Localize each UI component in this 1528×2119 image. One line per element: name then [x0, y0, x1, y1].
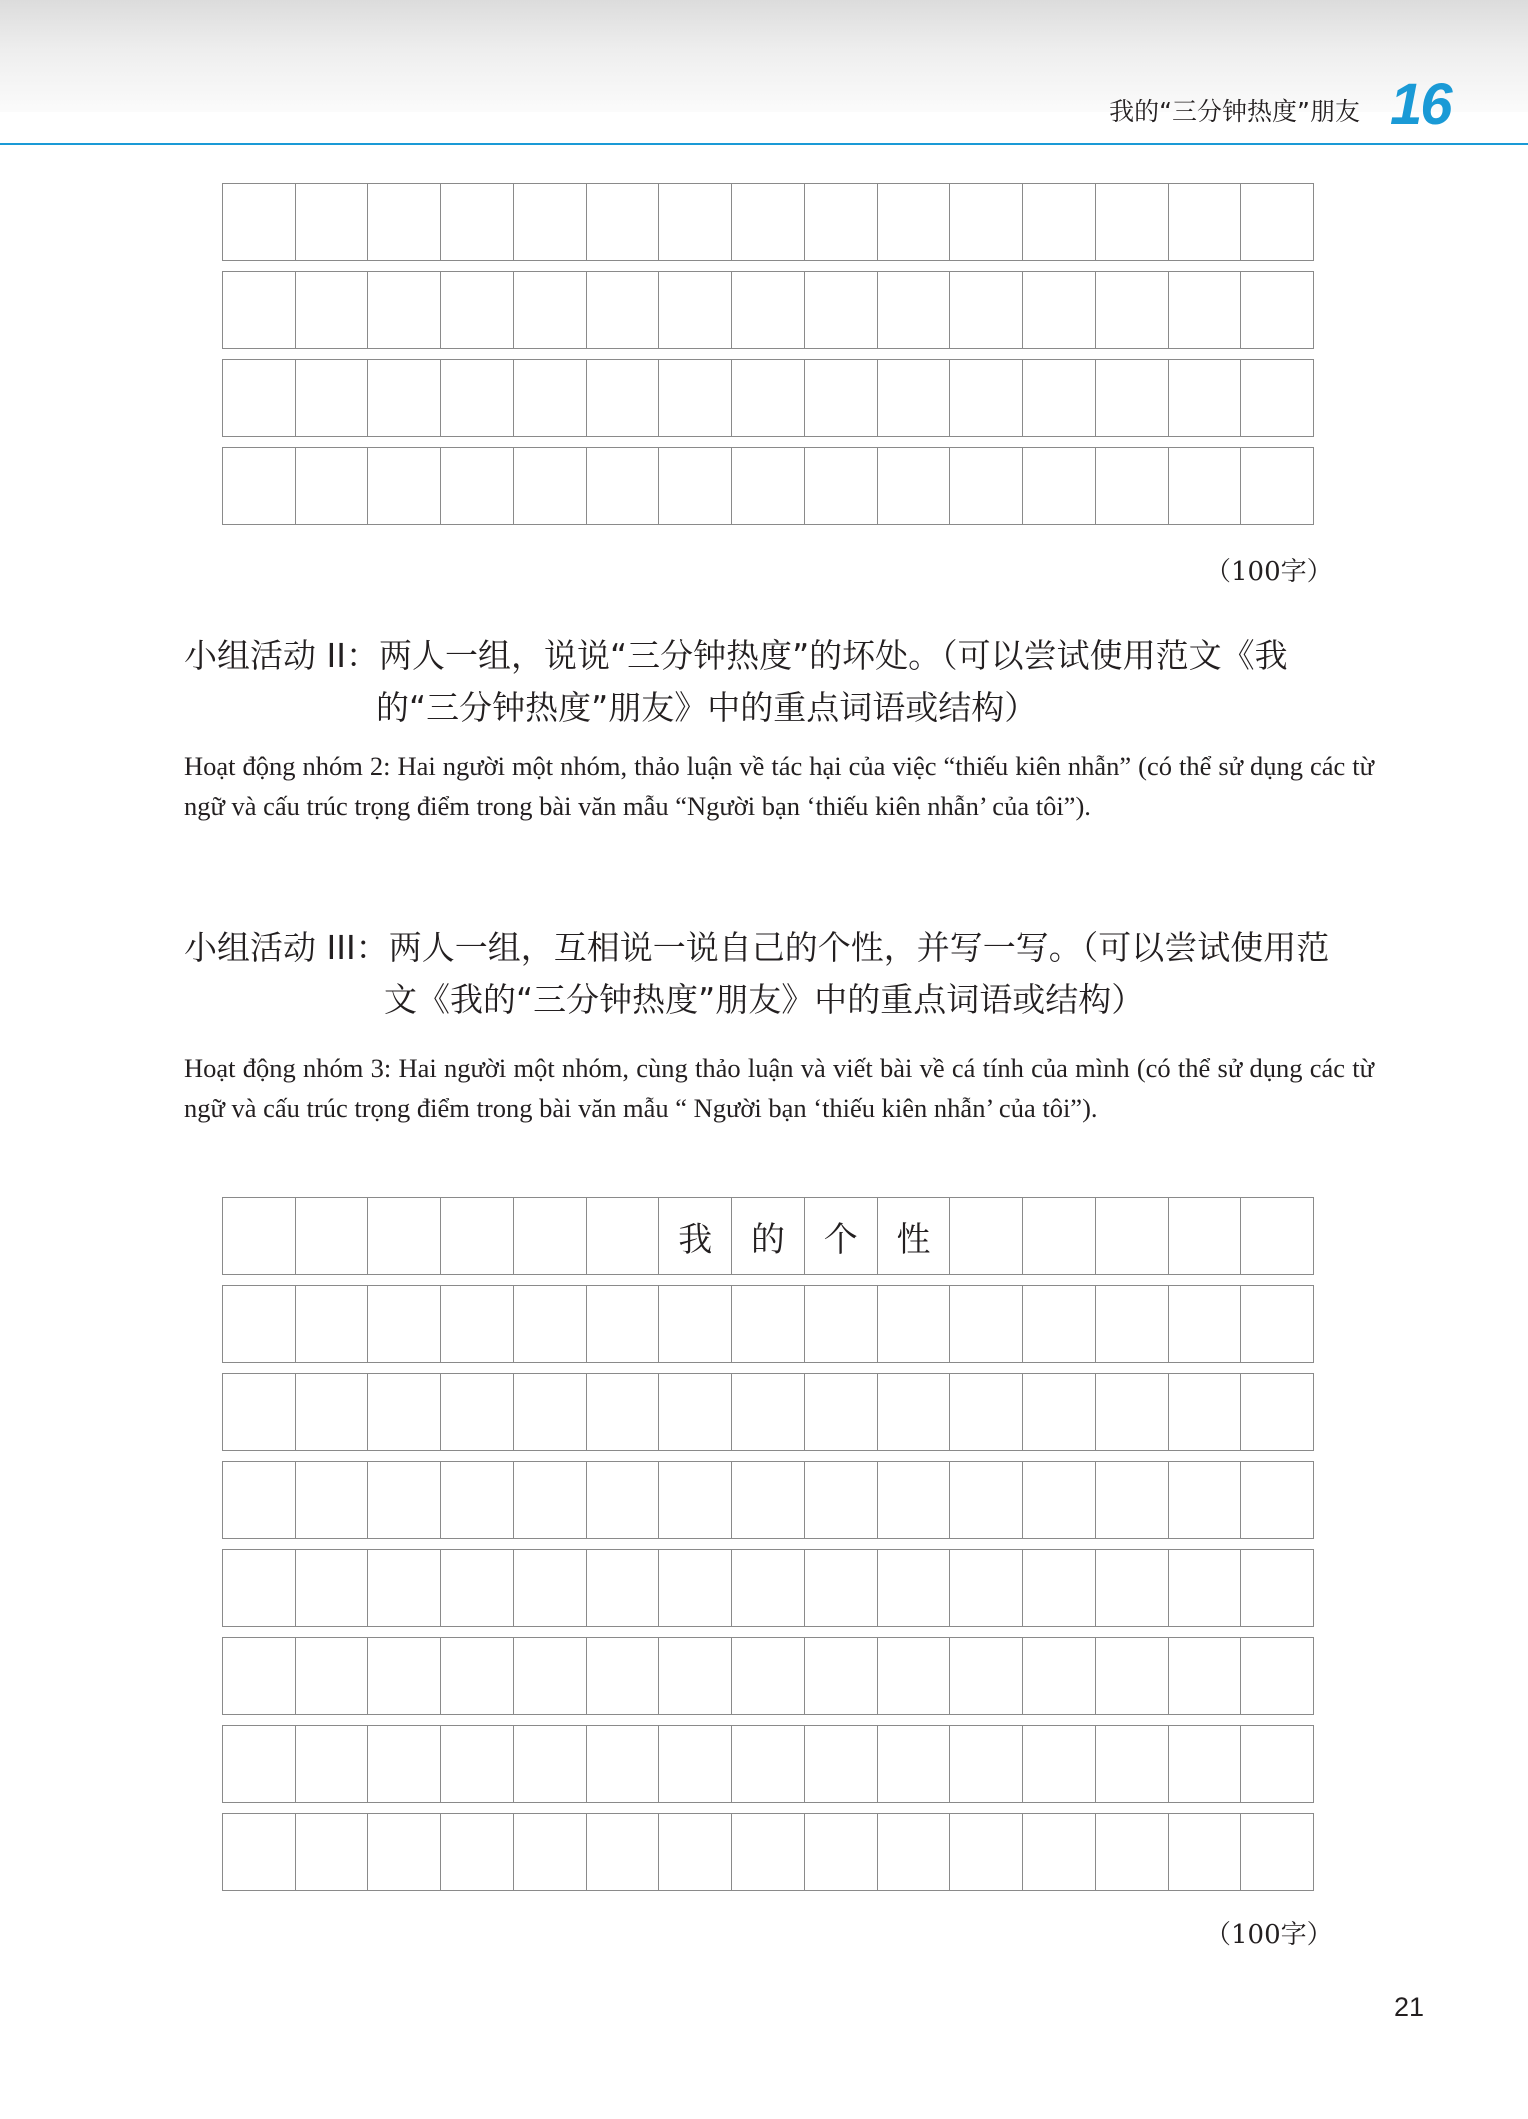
grid-cell[interactable]	[1023, 1286, 1096, 1362]
grid-cell[interactable]	[1023, 184, 1096, 260]
grid-cell[interactable]	[441, 1286, 514, 1362]
grid-cell[interactable]	[878, 272, 951, 348]
grid-cell[interactable]	[950, 448, 1023, 524]
grid-cell[interactable]	[878, 1638, 951, 1714]
grid-cell[interactable]	[878, 1374, 951, 1450]
grid-cell[interactable]	[805, 1726, 878, 1802]
grid-cell[interactable]: 我	[659, 1198, 732, 1274]
grid-cell[interactable]	[805, 1374, 878, 1450]
activity-2-line-2: 的“三分钟热度”朋友》中的重点词语或结构）	[376, 688, 1038, 727]
grid-cell[interactable]	[1096, 1814, 1169, 1890]
grid-row	[222, 1813, 1314, 1891]
grid-cell[interactable]	[1169, 1198, 1242, 1274]
grid-cell[interactable]	[1023, 1638, 1096, 1714]
grid-cell[interactable]	[805, 184, 878, 260]
grid-cell[interactable]	[514, 272, 587, 348]
grid-cell[interactable]	[223, 1638, 296, 1714]
grid-cell[interactable]	[805, 360, 878, 436]
grid-cell[interactable]	[441, 1462, 514, 1538]
grid-cell[interactable]	[1096, 1550, 1169, 1626]
grid-cell[interactable]	[1241, 272, 1313, 348]
grid-cell[interactable]	[441, 1198, 514, 1274]
grid-cell[interactable]	[1241, 184, 1313, 260]
grid-cell[interactable]	[1169, 1814, 1242, 1890]
grid-cell[interactable]	[1023, 448, 1096, 524]
grid-cell[interactable]	[1023, 1550, 1096, 1626]
grid-cell[interactable]	[368, 1638, 441, 1714]
grid-cell[interactable]	[1169, 1638, 1242, 1714]
grid-cell[interactable]	[587, 1286, 660, 1362]
word-count-label-1: （100字）	[1205, 557, 1333, 587]
grid-cell[interactable]	[296, 1198, 369, 1274]
grid-cell[interactable]	[587, 1550, 660, 1626]
grid-cell[interactable]	[223, 1198, 296, 1274]
grid-cell[interactable]	[1023, 1726, 1096, 1802]
grid-cell[interactable]	[441, 184, 514, 260]
grid-cell[interactable]	[732, 1462, 805, 1538]
grid-cell[interactable]	[441, 360, 514, 436]
grid-cell[interactable]	[732, 448, 805, 524]
grid-cell[interactable]	[1096, 1286, 1169, 1362]
grid-row	[222, 1549, 1314, 1627]
grid-cell[interactable]	[441, 448, 514, 524]
grid-cell[interactable]	[950, 1198, 1023, 1274]
page-number: 21	[1394, 1992, 1425, 2022]
grid-cell[interactable]	[950, 272, 1023, 348]
activity-3-label: 小组活动 III：	[184, 928, 389, 967]
grid-cell[interactable]	[296, 1286, 369, 1362]
grid-cell[interactable]	[1169, 1550, 1242, 1626]
activity-2-label: 小组活动 II：	[184, 636, 379, 675]
grid-cell[interactable]	[441, 1726, 514, 1802]
grid-cell[interactable]	[368, 184, 441, 260]
grid-cell[interactable]	[732, 1726, 805, 1802]
grid-cell[interactable]	[1096, 1198, 1169, 1274]
grid-cell[interactable]	[1241, 1638, 1313, 1714]
grid-cell[interactable]	[223, 1814, 296, 1890]
grid-cell[interactable]	[732, 1814, 805, 1890]
grid-cell[interactable]	[1023, 272, 1096, 348]
grid-cell[interactable]	[587, 1638, 660, 1714]
grid-cell[interactable]	[296, 1462, 369, 1538]
grid-cell[interactable]	[732, 1550, 805, 1626]
grid-cell[interactable]	[1169, 1726, 1242, 1802]
activity-3-line-1: 两人一组，互相说一说自己的个性，并写一写。（可以尝试使用范	[388, 928, 1330, 967]
grid-cell[interactable]	[296, 448, 369, 524]
grid-cell[interactable]	[296, 1550, 369, 1626]
grid-cell[interactable]	[659, 1726, 732, 1802]
grid-cell[interactable]	[1169, 360, 1242, 436]
grid-cell[interactable]	[1096, 448, 1169, 524]
grid-cell[interactable]	[441, 1550, 514, 1626]
grid-cell[interactable]: 的	[732, 1198, 805, 1274]
grid-cell[interactable]	[805, 1462, 878, 1538]
grid-cell[interactable]	[1096, 360, 1169, 436]
grid-row	[222, 359, 1314, 437]
grid-cell[interactable]	[587, 1726, 660, 1802]
grid-cell[interactable]	[1169, 272, 1242, 348]
grid-cell[interactable]	[587, 1198, 660, 1274]
grid-cell[interactable]	[296, 184, 369, 260]
grid-cell[interactable]	[1023, 1374, 1096, 1450]
grid-cell[interactable]	[587, 1462, 660, 1538]
grid-cell[interactable]	[514, 1462, 587, 1538]
grid-cell[interactable]	[368, 1462, 441, 1538]
grid-cell[interactable]	[1169, 1286, 1242, 1362]
grid-cell[interactable]	[1241, 1374, 1313, 1450]
grid-row	[222, 1461, 1314, 1539]
grid-cell[interactable]	[1169, 1374, 1242, 1450]
grid-cell[interactable]	[296, 360, 369, 436]
writing-grid-1	[222, 183, 1314, 535]
grid-cell[interactable]	[805, 448, 878, 524]
grid-cell[interactable]	[878, 184, 951, 260]
activity-3-translation: Hoạt động nhóm 3: Hai người một nhóm, cùng thảo luận và viết bài về cá tính của mình (có thể sử dụng các từ ngữ và cấu trúc trọng điểm trong bài văn mẫu “ Người bạn ‘thiếu kiên nhẫn’ của tôi”).	[184, 1053, 1374, 1123]
grid-cell[interactable]	[659, 1814, 732, 1890]
grid-cell[interactable]	[223, 448, 296, 524]
grid-cell[interactable]	[514, 1198, 587, 1274]
grid-cell[interactable]	[950, 1550, 1023, 1626]
grid-cell[interactable]	[441, 1638, 514, 1714]
grid-cell[interactable]	[805, 272, 878, 348]
grid-cell[interactable]	[1096, 1374, 1169, 1450]
writing-grid-2	[222, 1197, 1314, 1901]
grid-cell[interactable]	[1096, 1462, 1169, 1538]
grid-cell[interactable]	[296, 1374, 369, 1450]
grid-cell[interactable]	[441, 272, 514, 348]
grid-cell[interactable]	[514, 1374, 587, 1450]
grid-cell[interactable]	[950, 360, 1023, 436]
grid-cell[interactable]	[1023, 1198, 1096, 1274]
grid-cell[interactable]	[950, 1374, 1023, 1450]
grid-cell[interactable]	[878, 360, 951, 436]
grid-row	[222, 183, 1314, 261]
grid-cell[interactable]	[1169, 184, 1242, 260]
grid-cell[interactable]	[659, 1638, 732, 1714]
grid-cell[interactable]	[1023, 360, 1096, 436]
grid-cell[interactable]	[950, 1726, 1023, 1802]
grid-cell[interactable]	[659, 1462, 732, 1538]
grid-row	[222, 1725, 1314, 1803]
grid-cell[interactable]	[514, 1550, 587, 1626]
grid-cell[interactable]	[1169, 1462, 1242, 1538]
grid-cell[interactable]	[1096, 1726, 1169, 1802]
grid-row	[222, 1373, 1314, 1451]
grid-cell[interactable]	[368, 1550, 441, 1626]
grid-cell[interactable]	[659, 1374, 732, 1450]
grid-cell[interactable]	[659, 1550, 732, 1626]
grid-row	[222, 1285, 1314, 1363]
grid-cell[interactable]	[878, 448, 951, 524]
grid-cell[interactable]	[1241, 448, 1313, 524]
grid-cell[interactable]	[732, 1374, 805, 1450]
grid-cell[interactable]	[296, 1814, 369, 1890]
grid-cell[interactable]	[587, 448, 660, 524]
grid-cell[interactable]	[296, 1726, 369, 1802]
grid-cell[interactable]: 个	[805, 1198, 878, 1274]
grid-cell[interactable]	[587, 1814, 660, 1890]
grid-cell[interactable]	[878, 1814, 951, 1890]
grid-cell[interactable]	[368, 1286, 441, 1362]
grid-cell[interactable]: 性	[878, 1198, 951, 1274]
grid-row	[222, 1637, 1314, 1715]
grid-cell[interactable]	[950, 1638, 1023, 1714]
grid-cell[interactable]	[368, 1814, 441, 1890]
grid-cell[interactable]	[1241, 1198, 1313, 1274]
grid-cell[interactable]	[878, 1462, 951, 1538]
grid-cell[interactable]	[368, 448, 441, 524]
grid-cell[interactable]	[878, 1550, 951, 1626]
grid-cell[interactable]	[732, 184, 805, 260]
grid-cell[interactable]	[441, 1374, 514, 1450]
grid-cell[interactable]	[368, 1374, 441, 1450]
grid-cell[interactable]	[1241, 1286, 1313, 1362]
grid-cell[interactable]	[223, 1550, 296, 1626]
header-divider	[0, 143, 1528, 145]
grid-cell[interactable]	[1241, 1726, 1313, 1802]
grid-cell[interactable]	[805, 1286, 878, 1362]
grid-cell[interactable]	[514, 1638, 587, 1714]
grid-cell[interactable]	[732, 272, 805, 348]
grid-cell[interactable]	[1096, 184, 1169, 260]
grid-cell[interactable]	[514, 360, 587, 436]
word-count-label-2: （100字）	[1205, 1920, 1333, 1950]
grid-cell[interactable]	[296, 272, 369, 348]
grid-cell[interactable]	[368, 272, 441, 348]
grid-cell[interactable]	[1169, 448, 1242, 524]
grid-cell[interactable]	[950, 1814, 1023, 1890]
grid-cell[interactable]	[1241, 1462, 1313, 1538]
grid-cell[interactable]	[1241, 360, 1313, 436]
grid-cell[interactable]	[659, 1286, 732, 1362]
grid-cell[interactable]	[514, 448, 587, 524]
activity-2-line-1: 两人一组，说说“三分钟热度”的坏处。（可以尝试使用范文《我	[378, 636, 1288, 675]
grid-cell[interactable]	[223, 1374, 296, 1450]
grid-cell[interactable]	[223, 272, 296, 348]
grid-cell[interactable]	[587, 184, 660, 260]
grid-cell[interactable]	[732, 1286, 805, 1362]
grid-cell[interactable]	[223, 184, 296, 260]
grid-row	[222, 271, 1314, 349]
grid-cell[interactable]	[732, 1638, 805, 1714]
lesson-title: 我的“三分钟热度”朋友	[1109, 97, 1360, 126]
grid-cell[interactable]	[659, 272, 732, 348]
grid-cell[interactable]	[950, 1286, 1023, 1362]
grid-cell[interactable]	[223, 1726, 296, 1802]
grid-cell[interactable]	[1096, 272, 1169, 348]
grid-cell[interactable]	[1096, 1638, 1169, 1714]
grid-cell[interactable]	[223, 360, 296, 436]
grid-cell[interactable]	[368, 360, 441, 436]
grid-cell[interactable]	[441, 1814, 514, 1890]
grid-cell[interactable]	[659, 184, 732, 260]
activity-3-line-2: 文《我的“三分钟热度”朋友》中的重点词语或结构）	[384, 980, 1145, 1019]
grid-cell[interactable]	[296, 1638, 369, 1714]
grid-cell[interactable]	[368, 1198, 441, 1274]
grid-cell[interactable]	[805, 1638, 878, 1714]
grid-cell[interactable]	[878, 1286, 951, 1362]
grid-cell[interactable]	[659, 448, 732, 524]
grid-cell[interactable]	[805, 1550, 878, 1626]
grid-cell[interactable]	[878, 1726, 951, 1802]
grid-cell[interactable]	[1241, 1814, 1313, 1890]
grid-cell[interactable]	[514, 1726, 587, 1802]
activity-3-instruction	[184, 922, 1374, 1026]
grid-cell[interactable]	[1241, 1550, 1313, 1626]
grid-cell[interactable]	[514, 184, 587, 260]
activity-2-translation: Hoạt động nhóm 2: Hai người một nhóm, thảo luận về tác hại của việc “thiếu kiên nhẫn” (có thể sử dụng các từ ngữ và cấu trúc trọng điểm trong bài văn mẫu “Người bạn ‘thiếu kiên nhẫn’ của tôi”).	[184, 751, 1374, 821]
activity-2-instruction	[184, 630, 1374, 734]
grid-cell[interactable]	[514, 1286, 587, 1362]
grid-cell[interactable]	[223, 1286, 296, 1362]
grid-cell[interactable]	[659, 360, 732, 436]
grid-cell[interactable]	[587, 272, 660, 348]
grid-cell[interactable]	[587, 1374, 660, 1450]
grid-row	[222, 447, 1314, 525]
lesson-number: 16	[1390, 72, 1451, 137]
grid-cell[interactable]	[514, 1814, 587, 1890]
grid-cell[interactable]	[732, 360, 805, 436]
grid-cell[interactable]	[1023, 1814, 1096, 1890]
grid-cell[interactable]	[805, 1814, 878, 1890]
grid-cell[interactable]	[368, 1726, 441, 1802]
grid-cell[interactable]	[1023, 1462, 1096, 1538]
grid-cell[interactable]	[950, 184, 1023, 260]
grid-cell[interactable]	[950, 1462, 1023, 1538]
grid-cell[interactable]	[223, 1462, 296, 1538]
grid-cell[interactable]	[587, 360, 660, 436]
grid-row	[222, 1197, 1314, 1275]
